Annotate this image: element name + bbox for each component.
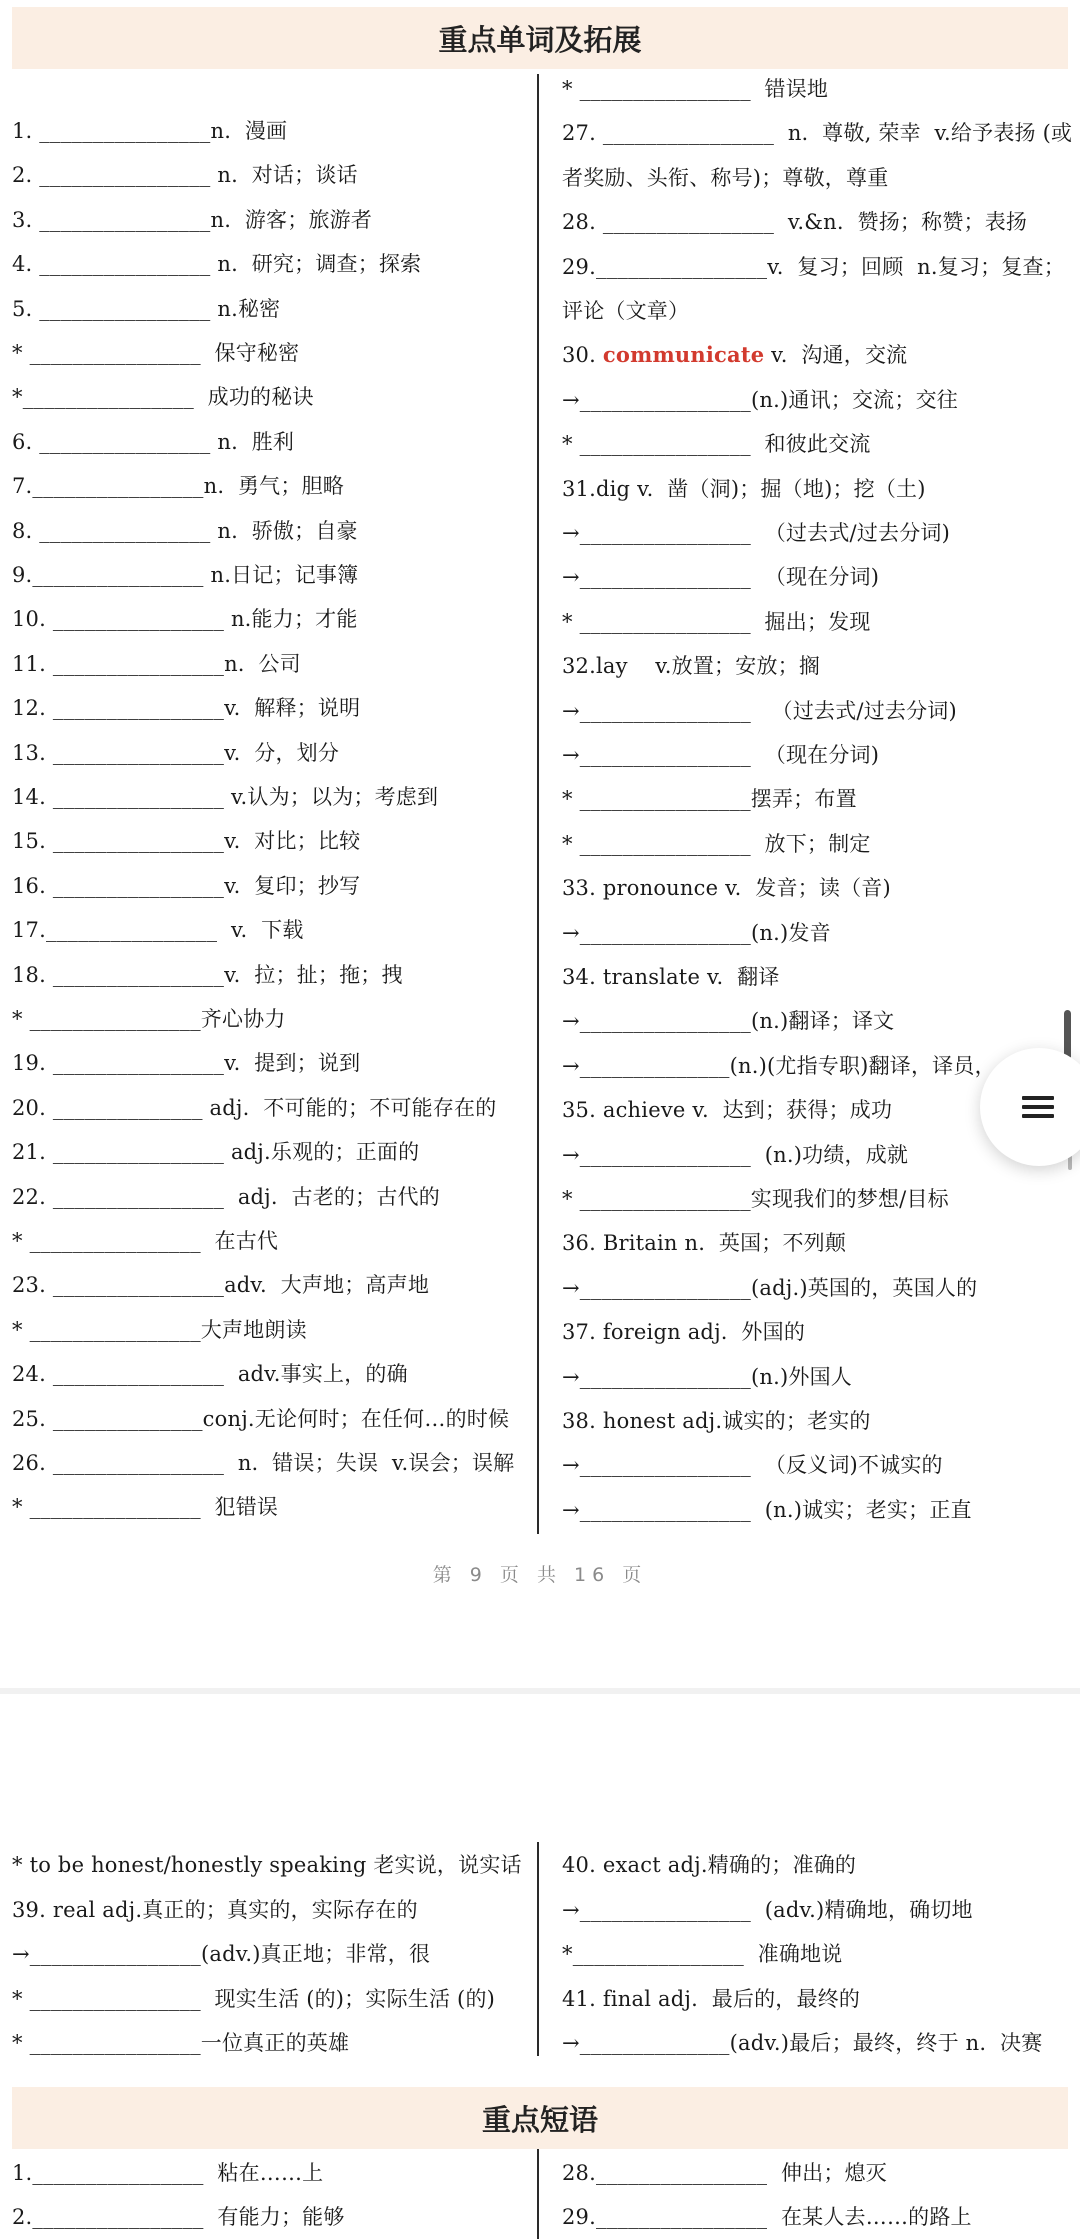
list-item: 27. ________________ n. 尊敬, 荣幸 v.给予表扬 (或 xyxy=(562,121,1073,146)
list-item: 36. Britain n. 英国；不列颠 xyxy=(562,1231,847,1256)
list-item: →________________ (n.)诚实；老实；正直 xyxy=(562,1497,972,1522)
list-item: →________________(n.)外国人 xyxy=(562,1364,852,1389)
column-divider-2 xyxy=(537,1842,539,2056)
list-item: 33. pronounce v. 发音；读（音) xyxy=(562,876,891,901)
list-item: * to be honest/honestly speaking 老实说，说实话 xyxy=(12,1853,522,1877)
column-divider-3 xyxy=(537,2149,539,2239)
list-item: 6. ________________ n. 胜利 xyxy=(12,429,295,454)
list-item: * ________________一位真正的英雄 xyxy=(12,2031,350,2055)
list-item: 评论（文章） xyxy=(562,299,690,323)
list-item: 1. ________________n. 漫画 xyxy=(12,119,288,143)
list-item: * ________________ 保守秘密 xyxy=(12,341,300,365)
section-title-text: 重点单词及拓展 xyxy=(438,22,642,57)
list-item: 8. ________________ n. 骄傲；自豪 xyxy=(12,518,358,543)
list-item: 37. foreign adj. 外国的 xyxy=(562,1320,806,1345)
section-title-key-words xyxy=(12,7,1068,69)
list-item: →________________ （过去式/过去分词) xyxy=(562,698,957,723)
list-item: 3. ________________n. 游客；旅游者 xyxy=(12,207,373,232)
list-item: * ________________摆弄；布置 xyxy=(562,787,857,812)
list-item: 39. real adj.真正的；真实的，实际存在的 xyxy=(12,1897,418,1922)
list-item: 19. ________________v. 提到；说到 xyxy=(12,1051,361,1076)
list-item: 7.________________n. 勇气；胆略 xyxy=(12,474,344,499)
list-item: 2. ________________ n. 对话；谈话 xyxy=(12,163,358,188)
column-divider xyxy=(537,74,539,1534)
list-item: 11. ________________n. 公司 xyxy=(12,651,301,676)
list-item: 25. ______________conj.无论何时；在任何…的时候 xyxy=(12,1406,510,1431)
list-item: 34. translate v. 翻译 xyxy=(562,965,780,989)
list-item: →________________(n.)翻译；译文 xyxy=(562,1009,895,1034)
list-item: 17.________________ v. 下载 xyxy=(12,918,304,943)
list-item: →________________ (n.)功绩，成就 xyxy=(562,1142,909,1167)
list-item: *________________ 成功的秘诀 xyxy=(12,385,314,410)
list-item: →________________ （现在分词) xyxy=(562,565,880,590)
list-item: 10. ________________ n.能力；才能 xyxy=(12,607,358,632)
list-item: 9.________________ n.日记；记事簿 xyxy=(12,563,359,587)
scrollbar-thumb[interactable] xyxy=(1064,1010,1071,1060)
list-item: * ________________ 在古代 xyxy=(12,1229,279,1253)
list-item: →______________(adv.)最后；最终，终于 n. 决赛 xyxy=(562,2031,1043,2055)
list-item: 20. ______________ adj. 不可能的；不可能存在的 xyxy=(12,1095,497,1120)
list-item: 15. ________________v. 对比；比较 xyxy=(12,829,361,854)
page-number: 第 9 页 共 16 页 xyxy=(432,1564,648,1586)
list-item: 22. ________________ adj. 古老的；古代的 xyxy=(12,1184,440,1209)
list-item: * ________________齐心协力 xyxy=(12,1007,286,1031)
list-item: →______________(n.)(尤指专职)翻译，译员， xyxy=(562,1053,996,1078)
list-item: →________________(n.)发音 xyxy=(562,920,831,945)
list-item: 4. ________________ n. 研究；调查；探索 xyxy=(12,252,422,277)
list-item: 41. final adj. 最后的，最终的 xyxy=(562,1986,861,2011)
list-item: →________________ （反义词)不诚实的 xyxy=(562,1453,943,1478)
list-item: 14. ________________ v.认为；以为；考虑到 xyxy=(12,785,439,809)
list-item: 26. ________________ n. 错误；失误 v.误会；误解 xyxy=(12,1451,515,1475)
list-item: →________________(adj.)英国的，英国人的 xyxy=(562,1275,978,1300)
list-item: 30. communicate v. 沟通，交流 xyxy=(562,342,908,368)
list-item: * ________________ 错误地 xyxy=(562,77,829,101)
list-item: * ________________ 和彼此交流 xyxy=(562,432,871,457)
list-item: 1.________________ 粘在……上 xyxy=(12,2161,324,2185)
list-item: * ________________大声地朗读 xyxy=(12,1317,307,1342)
list-item: *________________ 准确地说 xyxy=(562,1942,843,1966)
list-item: 40. exact adj.精确的；准确的 xyxy=(562,1853,857,1877)
list-item: 5. ________________ n.秘密 xyxy=(12,296,281,321)
list-item: 13. ________________v. 分，划分 xyxy=(12,740,340,765)
list-item: 12. ________________v. 解释；说明 xyxy=(12,696,361,721)
list-item: →________________ (adv.)精确地，确切地 xyxy=(562,1897,973,1922)
list-item: 29.________________ 在某人去……的路上 xyxy=(562,2205,972,2229)
list-item: →________________(n.)通讯；交流；交往 xyxy=(562,387,958,412)
list-item: →________________ （过去式/过去分词) xyxy=(562,521,951,545)
list-item: 28.________________ 伸出；熄灭 xyxy=(562,2161,887,2185)
hamburger-menu-icon xyxy=(1022,1091,1054,1123)
menu-button[interactable] xyxy=(980,1048,1080,1166)
list-item: 32.lay v.放置；安放；搁 xyxy=(562,654,821,679)
list-item: 31.dig v. 凿（洞)；掘（地)；挖（土) xyxy=(562,476,926,501)
section-title-key-phrases xyxy=(12,2087,1068,2149)
list-item: * ________________实现我们的梦想/目标 xyxy=(562,1187,949,1211)
list-item: 16. ________________v. 复印；抄写 xyxy=(12,873,361,898)
list-item: →________________(adv.)真正地；非常，很 xyxy=(12,1942,431,1966)
list-item: 21. ________________ adj.乐观的；正面的 xyxy=(12,1140,420,1165)
list-item: 35. achieve v. 达到；获得；成功 xyxy=(562,1098,893,1123)
list-item: * ________________ 犯错误 xyxy=(12,1495,279,1520)
list-item: 28. ________________ v.&n. 赞扬；称赞；表扬 xyxy=(562,210,1028,235)
section-title-text-2: 重点短语 xyxy=(481,2102,598,2137)
list-item: * ________________ 放下；制定 xyxy=(562,831,871,856)
list-item: 18. ________________v. 拉；扯；拖；拽 xyxy=(12,962,403,987)
list-item: 29.________________v. 复习；回顾 n.复习；复查； xyxy=(562,254,1065,279)
list-item: * ________________ 现实生活 (的)；实际生活 (的) xyxy=(12,1986,496,2011)
list-item: →________________ （现在分词) xyxy=(562,743,880,767)
list-item: 2.________________ 有能力；能够 xyxy=(12,2205,345,2229)
highlighted-word: communicate xyxy=(602,342,765,368)
list-item: 24. ________________ adv.事实上，的确 xyxy=(12,1362,408,1387)
list-item: 38. honest adj.诚实的；老实的 xyxy=(562,1409,871,1433)
list-item: 23. ________________adv. 大声地；高声地 xyxy=(12,1273,430,1298)
list-item: * ________________ 掘出；发现 xyxy=(562,609,871,634)
page-separator xyxy=(0,1688,1080,1694)
list-item: 者奖励、头衔、称号)；尊敬，尊重 xyxy=(562,165,889,190)
